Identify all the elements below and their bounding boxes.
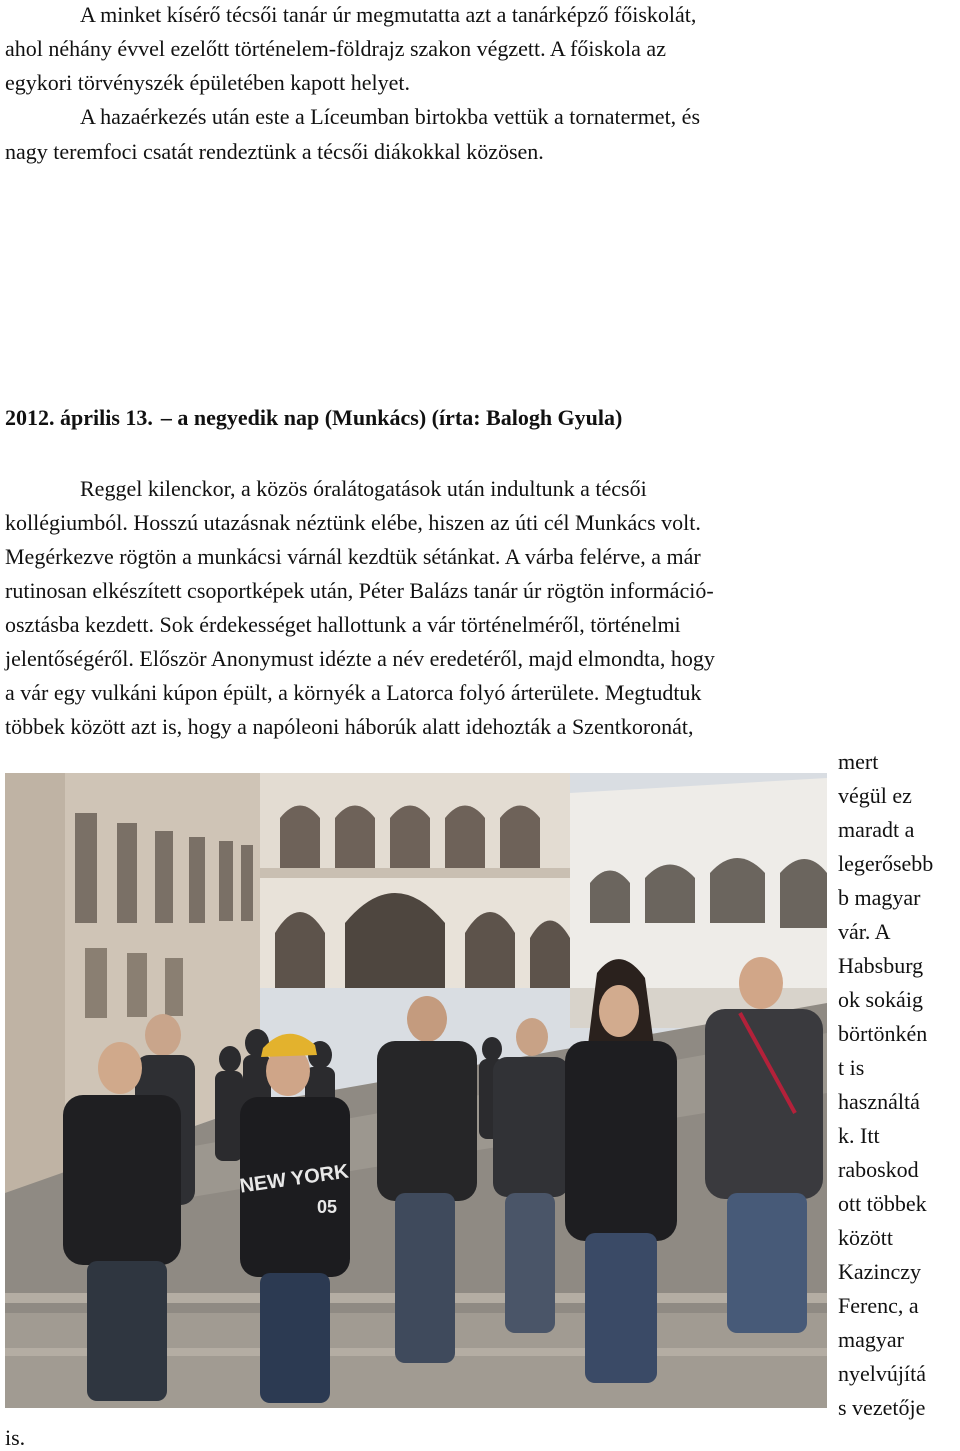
section-heading <box>5 405 622 431</box>
side-line: k. Itt <box>838 1123 880 1148</box>
heading-date: 2012. április 13. <box>5 405 153 430</box>
side-line: börtönkén <box>838 1021 928 1046</box>
trailing-text: is. <box>5 1425 26 1450</box>
intro-line-5: nagy teremfoci csatát rendeztünk a técsői diákokkal közösen. <box>5 139 544 164</box>
side-line: magyar <box>838 1327 904 1352</box>
side-line: maradt a <box>838 817 915 842</box>
side-line: Kazinczy <box>838 1259 922 1284</box>
intro-line-3: egykori törvényszék épületében kapott helyet. <box>5 70 411 95</box>
side-line: b magyar <box>838 885 921 910</box>
castle-courtyard-photo <box>5 773 827 1408</box>
side-line: legerősebb <box>838 851 934 876</box>
side-line: raboskod <box>838 1157 919 1182</box>
body-line-3: Megérkezve rögtön a munkácsi várnál kezdtük sétánkat. A várba felérve, a már <box>5 544 701 569</box>
intro-line-2: ahol néhány évvel ezelőtt történelem-földrajz szakon végzett. A főiskola az <box>5 36 666 61</box>
body-line-1: Reggel kilenckor, a közös óralátogatások után indultunk a técsői <box>80 476 647 501</box>
body-line-2: kollégiumból. Hosszú utazásnak néztünk elébe, hiszen az úti cél Munkács volt. <box>5 510 701 535</box>
body-line-4: rutinosan elkészített csoportképek után, Péter Balázs tanár úr rögtön információ- <box>5 578 714 603</box>
body-line-7: a vár egy vulkáni kúpon épült, a környék a Latorca folyó árterülete. Megtudtuk <box>5 680 702 705</box>
heading-title: – a negyedik nap (Munkács) (írta: Balogh Gyula) <box>160 405 623 430</box>
side-line: végül ez <box>838 783 912 808</box>
body-line-6: jelentőségéről. Először Anonymust idézte a név eredetéről, majd elmondta, hogy <box>5 646 715 671</box>
body-line-8: többek között azt is, hogy a napóleoni háborúk alatt idehozták a Szentkoronát, <box>5 714 694 739</box>
side-line: között <box>838 1225 893 1250</box>
side-line: ok sokáig <box>838 987 923 1012</box>
side-line: ott többek <box>838 1191 927 1216</box>
body-line-5: osztásba kezdett. Sok érdekességet hallottunk a vár történelméről, történelmi <box>5 612 681 637</box>
intro-line-4: A hazaérkezés után este a Líceumban birtokba vettük a tornatermet, és <box>80 104 701 129</box>
side-line: Ferenc, a <box>838 1293 919 1318</box>
side-text-column <box>838 745 960 1425</box>
shirt-print-text: NEW YORK <box>238 1160 350 1198</box>
intro-line-1: A minket kísérő técsői tanár úr megmutatta azt a tanárképző főiskolát, <box>80 2 697 27</box>
side-line: nyelvújítá <box>838 1361 926 1386</box>
side-line: t is <box>838 1055 865 1080</box>
side-line: mert <box>838 749 879 774</box>
side-line: használtá <box>838 1089 920 1114</box>
side-line: Habsburg <box>838 953 924 978</box>
side-line: vár. A <box>838 919 891 944</box>
side-line: s vezetője <box>838 1395 926 1420</box>
shirt-print-number: 05 <box>317 1197 338 1217</box>
